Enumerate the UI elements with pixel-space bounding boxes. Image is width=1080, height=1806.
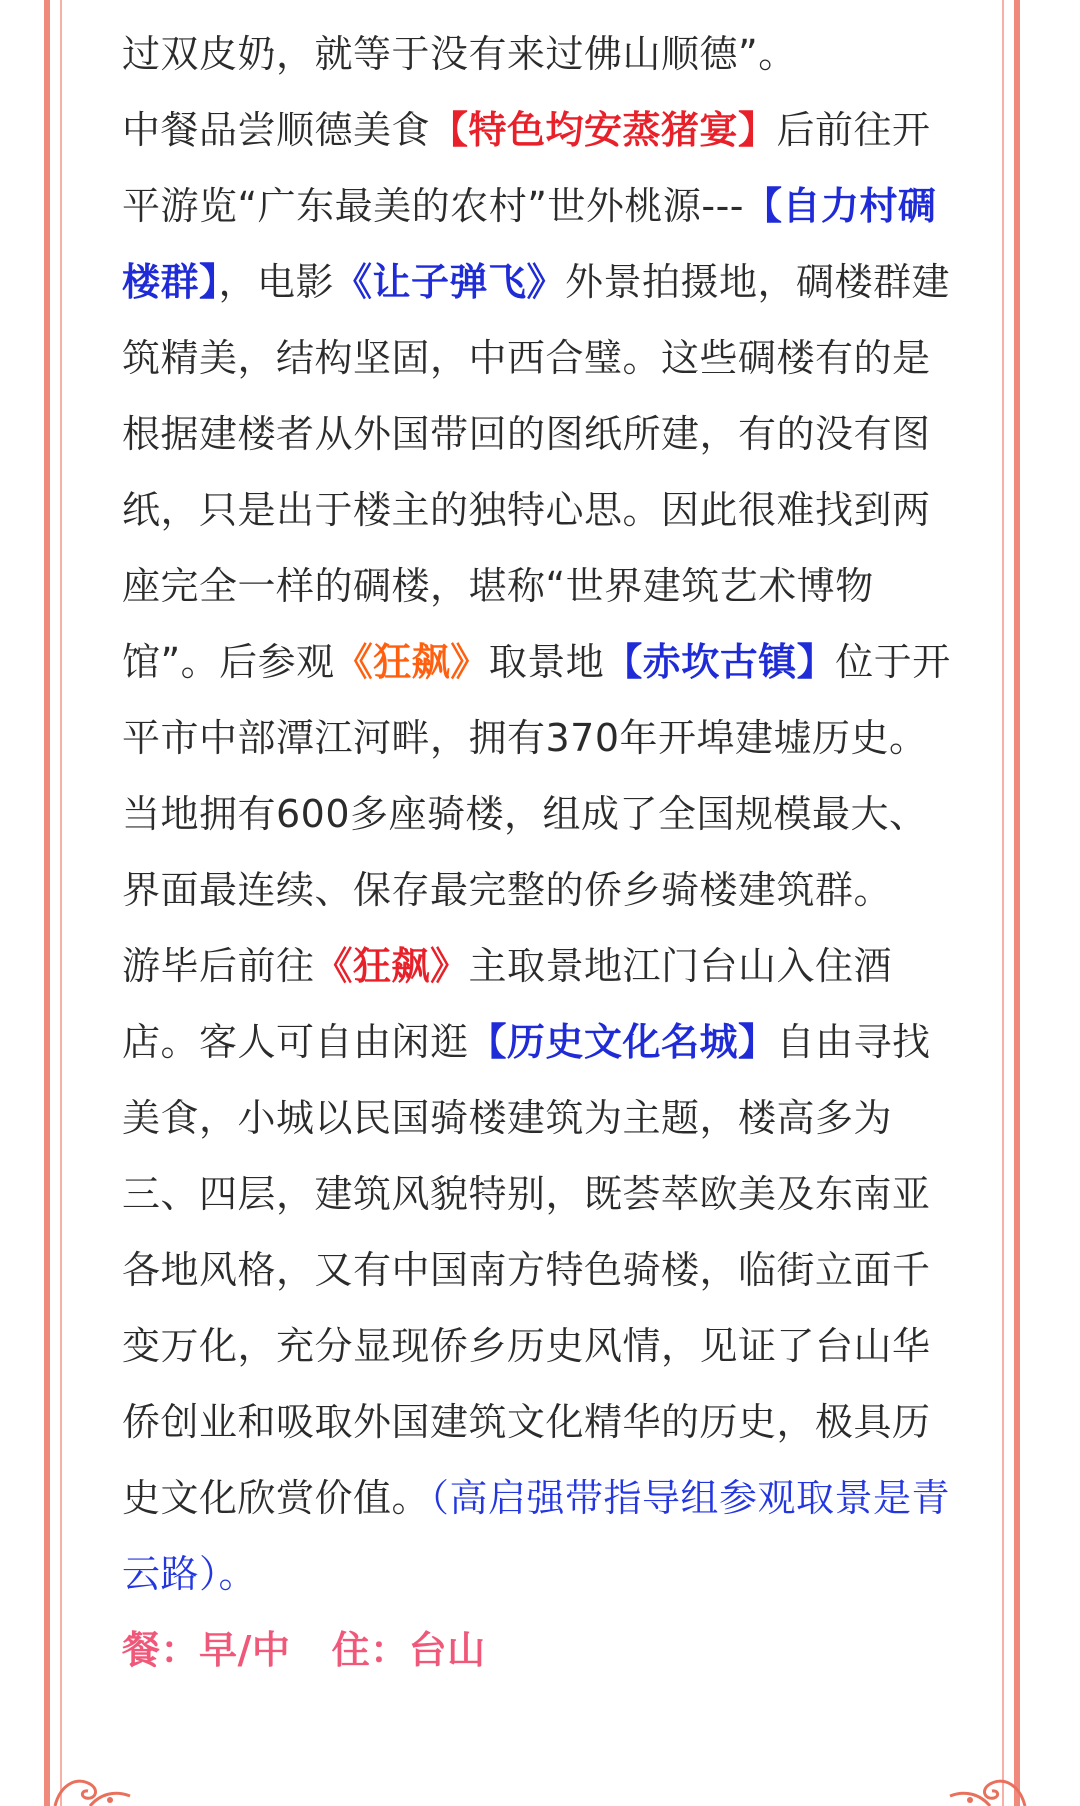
text-run: 。 bbox=[218, 1552, 258, 1596]
highlight-kuangbiao-red: 《狂飙》 bbox=[314, 944, 469, 988]
right-border-inner bbox=[1002, 0, 1004, 1806]
left-border-inner bbox=[60, 0, 62, 1806]
text-run: 中餐品尝顺德美食 bbox=[122, 108, 431, 152]
highlight-zili-village: 【自力村碉楼群】 bbox=[122, 184, 937, 304]
text-run: 位于开平市中部潭江河畔，拥有370年开埠建墟历史。当地拥有600多座骑楼，组成了全国规模最大、界面最连续、保存最完整的侨乡骑楼建筑群。 bbox=[122, 640, 951, 912]
paragraph-1 bbox=[122, 92, 952, 928]
meal-info: 餐：早/中 住：台山 bbox=[122, 1628, 486, 1672]
meal-accommodation-line bbox=[122, 1612, 952, 1688]
highlight-kuangbiao: 《狂飙》 bbox=[334, 640, 489, 684]
highlight-junan-pig-feast: 【特色均安蒸猪宴】 bbox=[430, 108, 777, 152]
right-border-outer bbox=[1014, 0, 1020, 1806]
text-run: ，电影 bbox=[218, 260, 335, 304]
highlight-historic-city: 【历史文化名城】 bbox=[468, 1020, 777, 1064]
text-run: 外景拍摄地，碉楼群建筑精美，结构坚固，中西合璧。这些碉楼有的是根据建楼者从外国带回的图纸所建，有的没有图纸，只是出于楼主的独特心思。因此很难找到两座完全一样的碉楼，堪称“世界建筑艺术博物馆”。后参观 bbox=[122, 260, 951, 684]
note-qingyun-road: （高启强带指导组参观取景是青云路） bbox=[122, 1476, 951, 1596]
itinerary-content bbox=[122, 16, 952, 1688]
highlight-chikan-town: 【赤坎古镇】 bbox=[604, 640, 836, 684]
paragraph-2 bbox=[122, 928, 952, 1612]
corner-ornament-left bbox=[50, 1766, 140, 1806]
text-run: 取景地 bbox=[488, 640, 605, 684]
corner-ornament-right bbox=[940, 1766, 1030, 1806]
paragraph-0 bbox=[122, 16, 952, 92]
left-border-outer bbox=[44, 0, 50, 1806]
text-run: 游毕后前往 bbox=[122, 944, 315, 988]
text-run: 后前往开平游览“广东最美的农村”世外桃源--- bbox=[122, 108, 931, 228]
highlight-movie-title: 《让子弹飞》 bbox=[334, 260, 566, 304]
text-run: 主取景地江门台山入住酒店。客人可自由闲逛 bbox=[122, 944, 893, 1064]
text-run: 过双皮奶，就等于没有来过佛山顺德”。 bbox=[122, 32, 797, 76]
text-run: 自由寻找美食，小城以民国骑楼建筑为主题，楼高多为三、四层，建筑风貌特别，既荟萃欧美及东南亚各地风格，又有中国南方特色骑楼，临街立面千变万化，充分显现侨乡历史风情，见证了台山华侨创业和吸取外国建筑文化精华的历史，极具历史文化欣赏价值。 bbox=[122, 1020, 931, 1520]
